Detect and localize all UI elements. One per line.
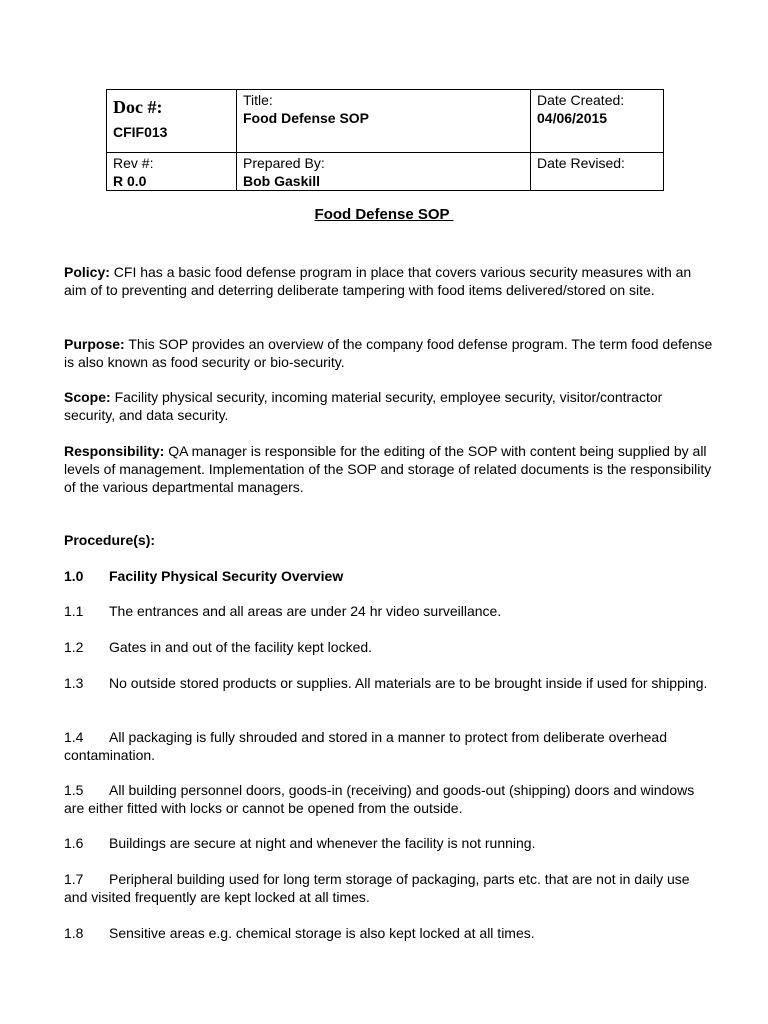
list-item bbox=[64, 674, 714, 692]
date-revised-cell bbox=[531, 153, 664, 191]
document-title-text: Food Defense SOP bbox=[314, 206, 454, 223]
rev-cell bbox=[107, 153, 237, 191]
date-created-cell bbox=[531, 90, 664, 153]
purpose-paragraph bbox=[64, 335, 714, 371]
item-number: 1.1 bbox=[64, 603, 84, 619]
item-number: 1.3 bbox=[64, 675, 84, 691]
section-title: Facility Physical Security Overview bbox=[109, 568, 344, 584]
scope-label: Scope: bbox=[64, 389, 111, 405]
date-created-label: Date Created: bbox=[537, 92, 625, 108]
item-number: 1.4 bbox=[64, 729, 84, 745]
item-number: 1.8 bbox=[64, 925, 84, 941]
item-text: Peripheral building used for long term storage of packaging, parts etc. that are not in daily use and visited frequently are kept locked at all times. bbox=[64, 871, 690, 905]
purpose-label: Purpose: bbox=[64, 336, 125, 352]
item-number: 1.6 bbox=[64, 835, 84, 851]
title-cell bbox=[237, 90, 531, 153]
item-text: Buildings are secure at night and whenever the facility is not running. bbox=[109, 835, 536, 851]
policy-label: Policy: bbox=[64, 264, 110, 280]
doc-number-value: CFIF013 bbox=[113, 124, 168, 140]
item-text: No outside stored products or supplies. All materials are to be brought inside if used for shipping. bbox=[109, 675, 708, 691]
doc-number-label: Doc #: bbox=[113, 97, 163, 117]
prepared-by-cell bbox=[237, 153, 531, 191]
section-heading bbox=[64, 567, 714, 585]
purpose-text: This SOP provides an overview of the company food defense program. The term food defense is also known as food security or bio-security. bbox=[64, 336, 713, 370]
item-text: Sensitive areas e.g. chemical storage is also kept locked at all times. bbox=[109, 925, 535, 941]
doc-number-cell bbox=[107, 90, 237, 153]
item-number: 1.2 bbox=[64, 639, 84, 655]
date-revised-label: Date Revised: bbox=[537, 155, 625, 171]
scope-text: Facility physical security, incoming material security, employee security, visitor/contractor security, and data security. bbox=[64, 389, 663, 423]
list-item bbox=[64, 924, 714, 942]
rev-value: R 0.0 bbox=[113, 173, 147, 189]
procedures-heading: Procedure(s): bbox=[64, 532, 156, 548]
date-created-value: 04/06/2015 bbox=[537, 110, 608, 126]
section-number: 1.0 bbox=[64, 568, 84, 584]
list-item bbox=[64, 870, 714, 906]
rev-label: Rev #: bbox=[113, 155, 154, 171]
list-item bbox=[64, 602, 714, 620]
document-title bbox=[0, 205, 768, 225]
list-item bbox=[64, 728, 714, 764]
title-value: Food Defense SOP bbox=[243, 110, 370, 126]
policy-text: CFI has a basic food defense program in place that covers various security measures with an aim of to preventing and deterring deliberate tampering with food items delivered/stored on site. bbox=[64, 264, 692, 298]
item-number: 1.7 bbox=[64, 871, 84, 887]
item-text: All packaging is fully shrouded and stored in a manner to protect from deliberate overhead contamination. bbox=[64, 729, 667, 763]
list-item bbox=[64, 834, 714, 852]
responsibility-paragraph bbox=[64, 442, 714, 496]
item-number: 1.5 bbox=[64, 782, 84, 798]
list-item bbox=[64, 638, 714, 656]
document-header-table bbox=[106, 89, 664, 191]
item-text: Gates in and out of the facility kept locked. bbox=[109, 639, 373, 655]
policy-paragraph bbox=[64, 263, 714, 299]
prepared-by-value: Bob Gaskill bbox=[243, 173, 321, 189]
item-text: The entrances and all areas are under 24 hr video surveillance. bbox=[109, 603, 502, 619]
scope-paragraph bbox=[64, 388, 714, 424]
responsibility-text: QA manager is responsible for the editing of the SOP with content being supplied by all levels of management. Implementation of the SOP and storage of related documents is the responsibility of the various departmental managers. bbox=[64, 443, 712, 495]
responsibility-label: Responsibility: bbox=[64, 443, 165, 459]
prepared-by-label: Prepared By: bbox=[243, 155, 325, 171]
list-item bbox=[64, 781, 714, 817]
title-label: Title: bbox=[243, 92, 273, 108]
item-text: All building personnel doors, goods-in (receiving) and goods-out (shipping) doors and windows are either fitted with locks or cannot be opened from the outside. bbox=[64, 782, 695, 816]
